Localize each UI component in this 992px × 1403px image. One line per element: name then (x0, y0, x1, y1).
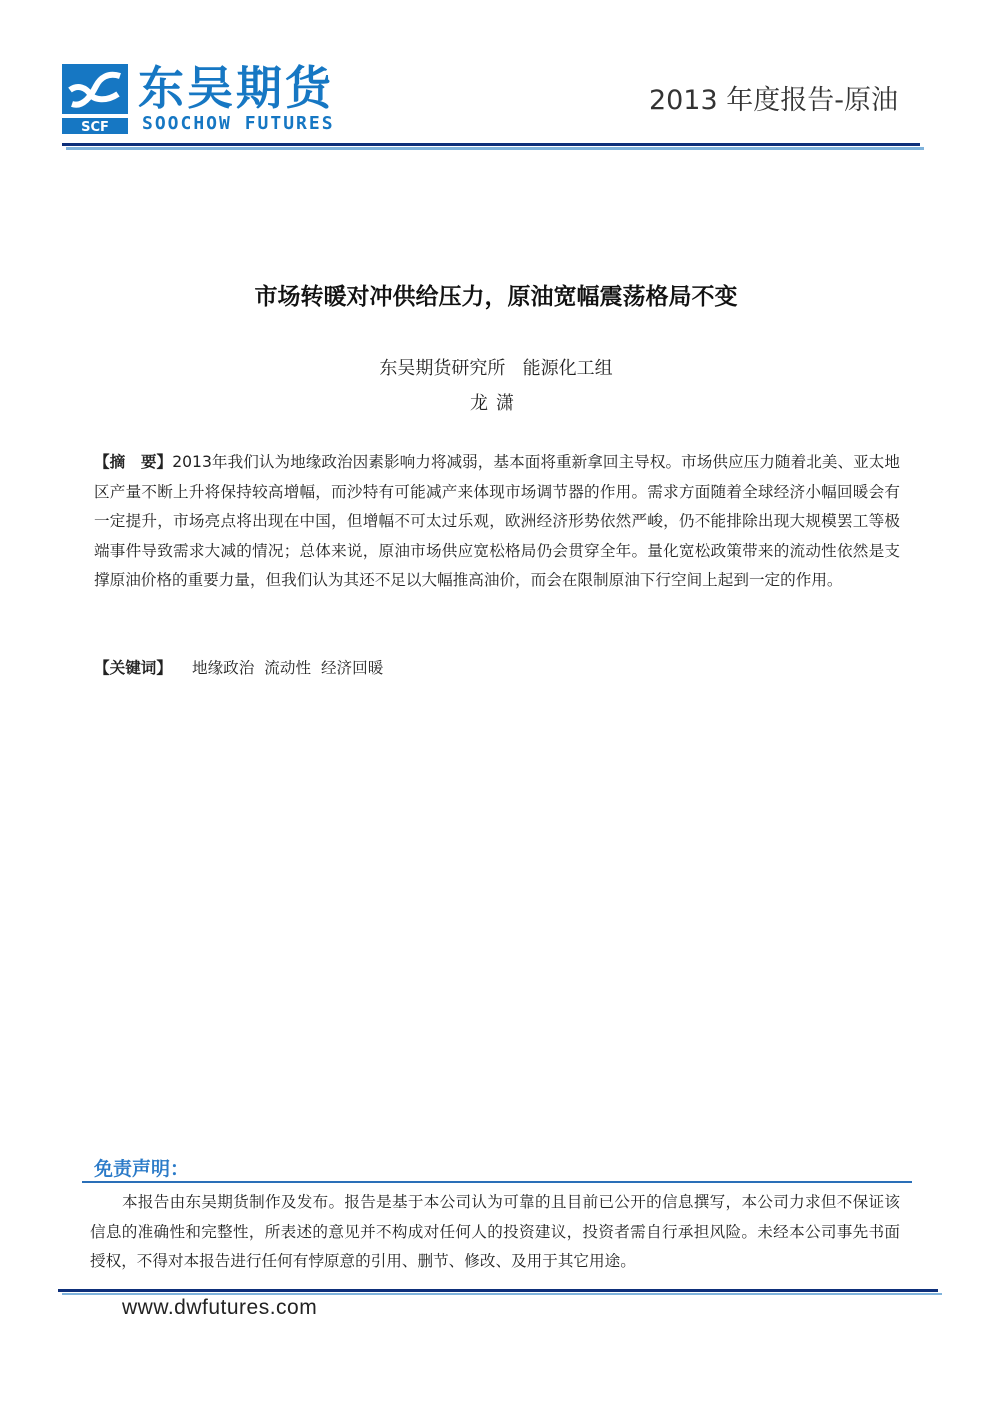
abstract-label: 【摘 要】 (94, 453, 173, 471)
website-link[interactable]: www.dwfutures.com (122, 1296, 318, 1319)
organization-line: 东吴期货研究所 能源化工组 (379, 358, 613, 379)
footer-divider-shadow (62, 1293, 942, 1295)
logo-chinese-name: 东吴期货 (138, 61, 334, 115)
header-divider-shadow (66, 147, 924, 150)
disclaimer-text: 本报告由东吴期货制作及发布。报告是基于本公司认为可靠的且目前已公开的信息撰写，本公司力求但不保证该信息的准确性和完整性，所表述的意见并不构成对任何人的投资建议，投资者需自行承担风险。未经本公司事先书面授权，不得对本报告进行任何有悖原意的引用、删节、修改、及用于其它用途。 (90, 1193, 900, 1270)
company-logo (62, 61, 382, 136)
footer-divider (58, 1289, 938, 1292)
keywords-label: 【关键词】 (94, 659, 172, 677)
disclaimer-heading: 免责声明： (94, 1158, 190, 1180)
disclaimer-divider (82, 1181, 912, 1183)
article-title: 市场转暖对冲供给压力，原油宽幅震荡格局不变 (254, 284, 738, 310)
header-divider (62, 143, 920, 146)
keywords-text: 地缘政治 流动性 经济回暖 (191, 659, 384, 677)
scf-logo-icon (62, 64, 128, 134)
author-name: 龙潇 (470, 393, 522, 414)
keywords-line (94, 656, 383, 678)
abstract-paragraph (94, 448, 900, 596)
svg-text:SCF: SCF (81, 120, 109, 134)
report-title: 2013 年度报告-原油 (648, 85, 898, 116)
abstract-text: 2013年我们认为地缘政治因素影响力将减弱，基本面将重新拿回主导权。市场供应压力随着北美、亚太地区产量不断上升将保持较高增幅，而沙特有可能减产来体现市场调节器的作用。需求方面随着全球经济小幅回暖会有一定提升，市场亮点将出现在中国，但增幅不可太过乐观，欧洲经济形势依然严峻，仍不能排除出现大规模罢工等极端事件导致需求大减的情况；总体来说，原油市场供应宽松格局仍会贯穿全年。量化宽松政策带来的流动性依然是支撑原油价格的重要力量，但我们认为其还不足以大幅推高油价，而会在限制原油下行空间上起到一定的作用。 (94, 453, 900, 590)
logo-english-name: SOOCHOW FUTURES (142, 113, 335, 134)
